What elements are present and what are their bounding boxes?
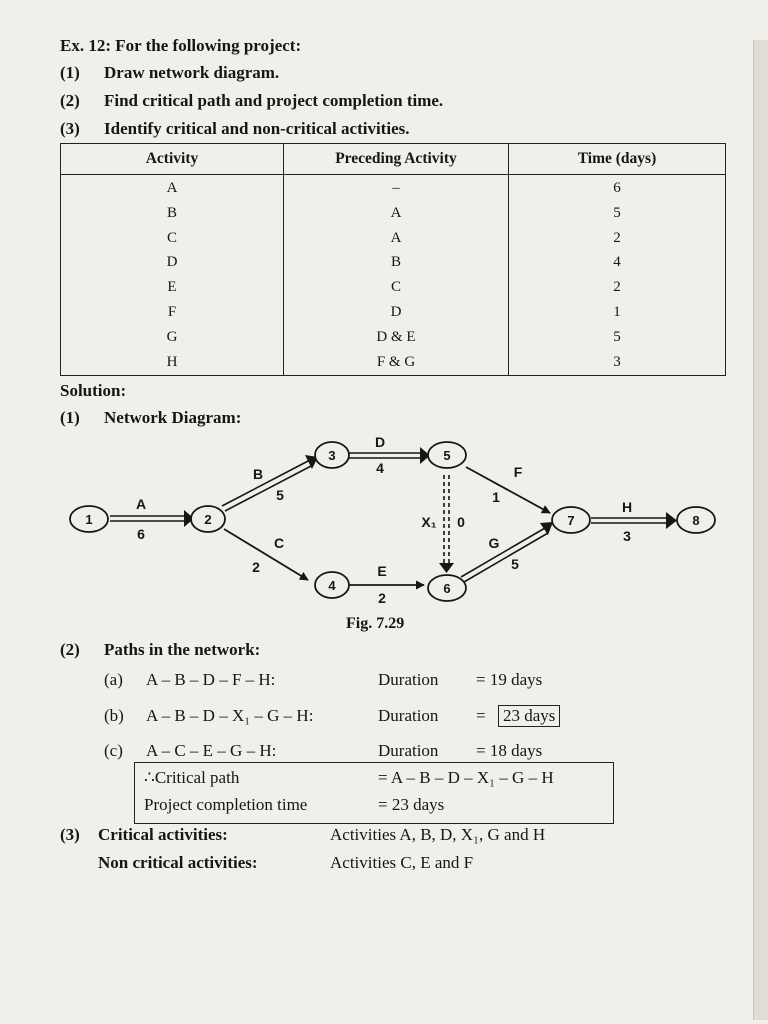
header-activity: Activity [61,144,284,175]
edge-C-label: C [273,535,285,551]
table-cell: 6 [613,180,621,196]
table-cell: C [166,229,177,246]
task-2-text: Find critical path and project completion time. [104,91,444,110]
edge-G-label: G [488,535,500,551]
table-cell: D & E [376,328,416,345]
part-1-number: (1) [60,408,80,427]
task-2-number: (2) [60,91,80,110]
edge-D [349,447,430,464]
table-cell: – [392,180,400,196]
table-cell: 3 [613,353,621,370]
node-1-label: 1 [85,512,93,527]
task-1 [60,63,279,83]
edge-E-duration: 2 [378,590,386,606]
task-3 [60,119,409,139]
task-1-text: Draw network diagram. [104,63,280,82]
edge-F-duration: 1 [492,489,500,505]
activity-table [60,143,726,376]
table-cell: A [166,180,178,196]
edge-B-label: B [252,466,264,482]
path-b-label: (b) [104,706,124,725]
node-2-label: 2 [204,512,212,527]
critical-activities-value: Activities A, B, D, X₁, G and H [330,825,546,844]
edge-F [466,467,550,513]
table-header-row [61,144,726,175]
table-cell: C [390,279,401,296]
critical-path-label: ∴Critical path [144,768,240,787]
edge-G [461,522,553,582]
node-8-label: 8 [692,513,700,528]
edge-C-duration: 2 [252,559,260,575]
edge-H [591,512,677,529]
edge-E-label: E [377,563,387,579]
path-c: A – C – E – G – H: [146,741,277,760]
table-cell: 1 [613,303,621,320]
edge-H-duration: 3 [623,528,631,544]
path-b-duration-label: Duration [378,706,439,725]
table-cell: G [166,328,178,345]
critical-path-value: = A – B – D – X₁ – G – H [378,768,554,787]
non-critical-activities-label: Non critical activities: [98,853,258,872]
table-cell: B [390,254,401,271]
activity-column [61,175,284,376]
table-cell: A [390,204,402,221]
activities-number: (3) [60,825,80,844]
node-6-label: 6 [443,581,451,596]
path-a-label: (a) [104,670,123,689]
table-cell: H [166,353,178,370]
edge-X1-duration: 0 [457,514,465,530]
task-2 [60,91,443,111]
edge-X1-dummy [439,475,454,573]
path-c-duration-label: Duration [378,741,439,760]
table-cell: D [390,303,402,320]
task-3-text: Identify critical and non-critical activities. [104,119,410,138]
paths-heading-number: (2) [60,640,80,659]
node-7-label: 7 [567,513,575,528]
preceding-column [284,175,509,376]
edge-D-label: D [374,434,386,450]
edge-G-duration: 5 [511,556,519,572]
edge-F-label: F [513,464,523,480]
paths-heading [60,640,260,660]
figure-caption: Fig. 7.29 [346,615,405,632]
path-a: A – B – D – F – H: [146,670,276,689]
table-cell: 5 [613,204,621,221]
table-cell: A [390,229,402,246]
network-diagram [0,425,768,620]
path-a-duration: = 19 days [476,670,543,689]
header-preceding: Preceding Activity [284,144,509,175]
exercise-title: Ex. 12: For the following project: [60,36,302,55]
edge-H-label: H [621,499,633,515]
task-1-number: (1) [60,63,80,82]
paths-heading-text: Paths in the network: [104,640,261,659]
node-3-label: 3 [328,448,336,463]
table-cell: E [167,279,177,296]
edge-A-duration: 6 [137,526,145,542]
table-cell: 2 [613,229,621,246]
edge-C [224,529,308,580]
edge-X1-label: X₁ [421,514,437,530]
non-critical-activities-value: Activities C, E and F [330,853,474,872]
table-cell: F & G [376,353,416,370]
edge-B [222,455,318,511]
part-1-text: Network Diagram: [104,408,242,427]
solution-label: Solution: [60,381,127,400]
table-cell: 4 [613,254,621,271]
edge-A [110,510,194,527]
edge-A-label: A [135,496,147,512]
path-c-duration: = 18 days [476,741,543,760]
time-column [509,175,726,376]
task-3-number: (3) [60,119,80,138]
table-cell: 2 [613,279,621,296]
node-4-label: 4 [328,578,336,593]
completion-time-value: = 23 days [378,795,445,814]
critical-activities-label: Critical activities: [98,825,228,844]
path-b-equals: = [476,706,486,725]
table-cell: F [167,303,177,320]
table-cell: D [166,254,178,271]
table-cell: 5 [613,328,621,345]
edge-B-duration: 5 [276,487,284,503]
header-time: Time (days) [509,144,726,175]
path-b-duration-highlight: 23 days [498,705,560,727]
table-cell: B [166,204,177,221]
table-body [61,175,726,376]
path-b: A – B – D – X₁ – G – H: [146,706,314,725]
completion-time-label: Project completion time [144,795,308,814]
path-c-label: (c) [104,741,123,760]
edge-D-duration: 4 [376,460,384,476]
node-5-label: 5 [443,448,451,463]
path-a-duration-label: Duration [378,670,439,689]
